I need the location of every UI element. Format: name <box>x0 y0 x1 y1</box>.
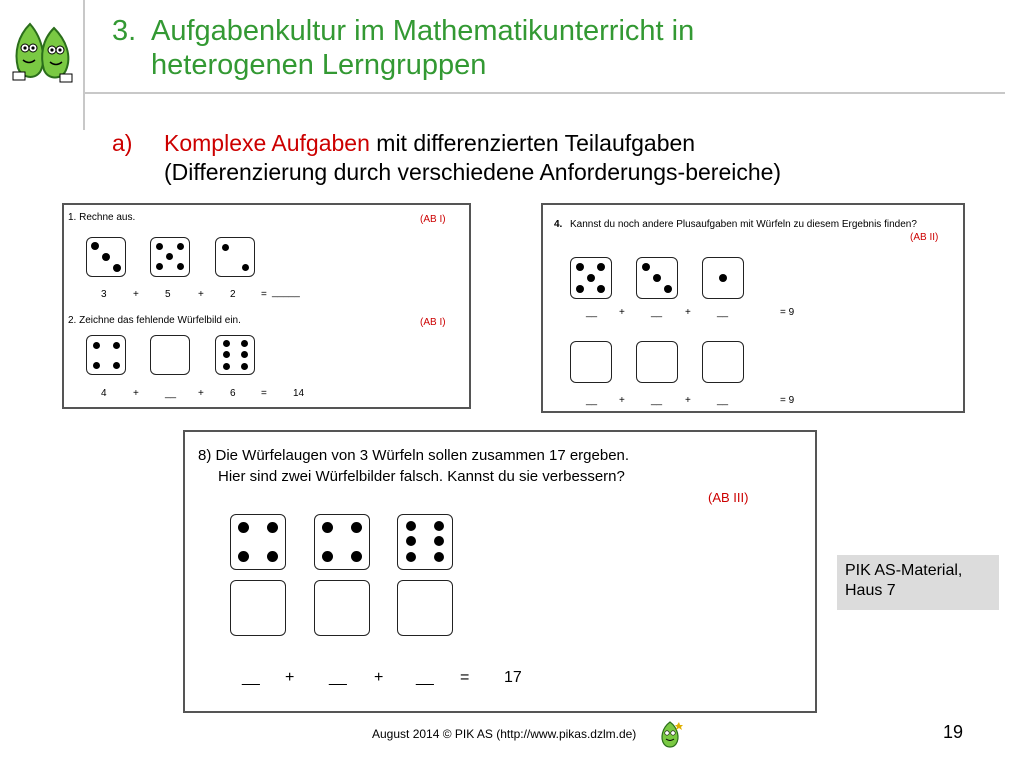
die-five <box>150 237 190 277</box>
worksheet-2 <box>541 203 965 413</box>
item-line-1-rest: mit differenzierten Teilaufgaben <box>369 130 696 156</box>
die-pip <box>113 264 121 272</box>
row1-op2: + <box>685 307 691 318</box>
task1-level: (AB I) <box>420 214 446 225</box>
die-pip <box>576 263 584 271</box>
title-number: 3. <box>112 15 137 47</box>
eq1-op1: + <box>133 289 139 300</box>
die-pip <box>664 285 672 293</box>
die-pip <box>93 362 100 369</box>
die-pip <box>223 363 230 370</box>
die-two <box>215 237 255 277</box>
die-empty <box>570 341 612 383</box>
eq2-op1: + <box>133 388 139 399</box>
die-three <box>636 257 678 299</box>
task2-label: 2. Zeichne das fehlende Würfelbild ein. <box>68 315 241 326</box>
item-line-2: (Differenzierung durch verschiedene Anforderungs-bereiche) <box>164 159 782 185</box>
eq2-result: 14 <box>293 388 305 399</box>
die-pip <box>434 536 444 546</box>
row2-b: __ <box>651 395 663 406</box>
die-pip <box>177 263 184 270</box>
source-note-line-2: Haus 7 <box>845 582 896 599</box>
pikas-mascot-icon <box>656 720 684 750</box>
die-pip <box>597 285 605 293</box>
die-pip <box>177 243 184 250</box>
die-pip <box>351 551 362 562</box>
eq2-eq: = <box>261 388 267 399</box>
task4-number: 4. <box>554 219 563 230</box>
die-pip <box>241 340 248 347</box>
eq2-b: __ <box>165 388 177 399</box>
die-pip <box>719 274 727 282</box>
task4-level: (AB II) <box>910 232 939 243</box>
row2-a: __ <box>586 395 598 406</box>
die-six <box>215 335 255 375</box>
item-marker: a) <box>112 130 133 156</box>
pikas-logo-icon <box>8 18 78 88</box>
die-pip <box>93 342 100 349</box>
row1-op1: + <box>619 307 625 318</box>
die-pip <box>267 522 278 533</box>
eq3-result: 17 <box>504 669 522 686</box>
source-note-line-1: PIK AS-Material, <box>845 562 963 579</box>
die-pip <box>223 351 230 358</box>
eq1-c: 2 <box>230 289 236 300</box>
die-pip <box>238 551 249 562</box>
row2-c: __ <box>717 395 729 406</box>
task1-label: 1. Rechne aus. <box>68 212 136 223</box>
die-one <box>702 257 744 299</box>
eq3-a: __ <box>242 669 260 686</box>
row1-a: __ <box>586 307 598 318</box>
row2-result: = 9 <box>780 395 795 406</box>
eq3-op1: + <box>285 669 295 686</box>
eq2-a: 4 <box>101 388 107 399</box>
die-pip <box>241 351 248 358</box>
eq3-eq: = <box>460 669 470 686</box>
die-pip <box>113 342 120 349</box>
die-pip <box>406 536 416 546</box>
row2-op1: + <box>619 395 625 406</box>
row1-b: __ <box>651 307 663 318</box>
die-six <box>397 514 453 570</box>
die-pip <box>223 340 230 347</box>
eq2-op2: + <box>198 388 204 399</box>
worksheet-1 <box>62 203 471 409</box>
die-pip <box>113 362 120 369</box>
eq1-b: 5 <box>165 289 171 300</box>
die-three <box>86 237 126 277</box>
die-pip <box>241 363 248 370</box>
header-horizontal-rule <box>85 92 1005 94</box>
eq3-op2: + <box>374 669 384 686</box>
eq2-c: 6 <box>230 388 236 399</box>
die-empty <box>636 341 678 383</box>
die-pip <box>222 244 229 251</box>
die-pip <box>156 263 163 270</box>
task8-line-1: 8) Die Würfelaugen von 3 Würfeln sollen zusammen 17 ergeben. <box>198 447 630 464</box>
worksheet-3 <box>183 430 817 713</box>
row2-op2: + <box>685 395 691 406</box>
row1-result: = 9 <box>780 307 795 318</box>
source-note <box>837 555 999 610</box>
task2-level: (AB I) <box>420 317 446 328</box>
row1-c: __ <box>717 307 729 318</box>
die-pip <box>597 263 605 271</box>
die-pip <box>434 521 444 531</box>
die-empty <box>702 341 744 383</box>
eq1-a: 3 <box>101 289 107 300</box>
die-empty <box>397 580 453 636</box>
die-empty <box>230 580 286 636</box>
die-empty <box>150 335 190 375</box>
die-pip <box>434 552 444 562</box>
eq1-result: _____ <box>272 287 300 298</box>
title-line-1: Aufgabenkultur im Mathematikunterricht in <box>151 15 695 47</box>
task4-label: Kannst du noch andere Plusaufgaben mit Würfeln zu diesem Ergebnis finden? <box>570 219 917 230</box>
die-pip <box>322 551 333 562</box>
die-four <box>86 335 126 375</box>
header-vertical-rule <box>83 0 85 130</box>
die-pip <box>91 242 99 250</box>
die-pip <box>156 243 163 250</box>
die-pip <box>322 522 333 533</box>
die-pip <box>267 551 278 562</box>
die-five <box>570 257 612 299</box>
die-pip <box>653 274 661 282</box>
die-pip <box>587 274 595 282</box>
die-four <box>230 514 286 570</box>
die-pip <box>166 253 173 260</box>
die-pip <box>351 522 362 533</box>
die-empty <box>314 580 370 636</box>
die-pip <box>242 264 249 271</box>
die-pip <box>642 263 650 271</box>
item-highlight: Komplexe Aufgaben <box>164 130 370 156</box>
title-line-2: heterogenen Lerngruppen <box>151 49 487 81</box>
footer-text: August 2014 © PIK AS (http://www.pikas.dzlm.de) <box>372 727 637 741</box>
die-pip <box>238 522 249 533</box>
die-pip <box>102 253 110 261</box>
die-four <box>314 514 370 570</box>
die-pip <box>406 552 416 562</box>
task8-line-2: Hier sind zwei Würfelbilder falsch. Kannst du sie verbessern? <box>218 468 625 485</box>
task8-level: (AB III) <box>708 490 749 505</box>
eq3-c: __ <box>416 669 434 686</box>
eq3-b: __ <box>329 669 347 686</box>
page-number: 19 <box>943 722 964 742</box>
die-pip <box>406 521 416 531</box>
eq1-op2: + <box>198 289 204 300</box>
die-pip <box>576 285 584 293</box>
item-line-1 <box>164 129 695 158</box>
eq1-eq: = <box>261 289 267 300</box>
